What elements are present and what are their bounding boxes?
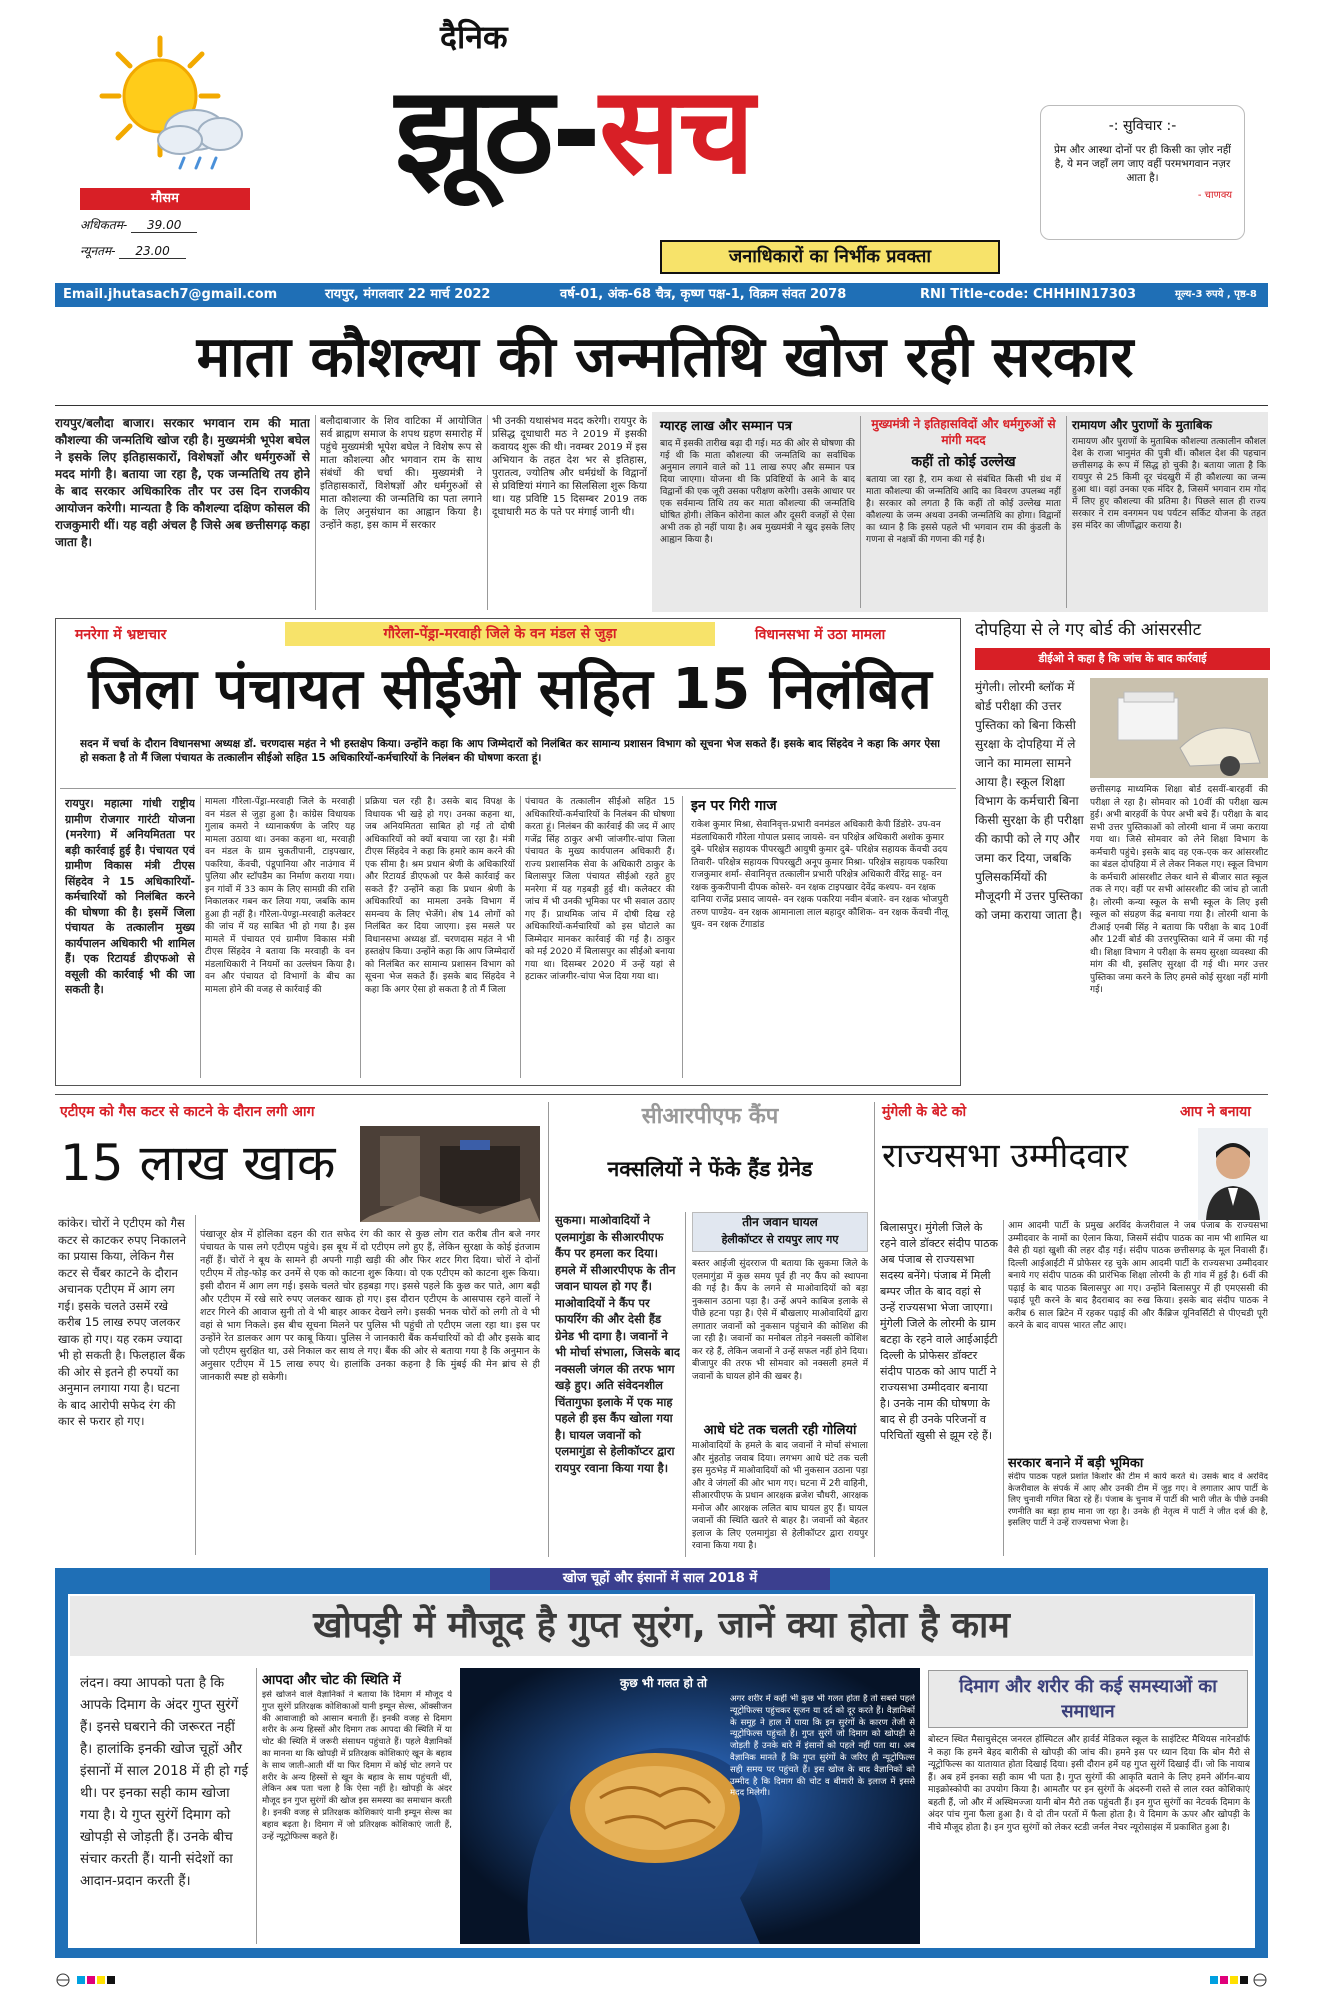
crpf-kicker: सीआरपीएफ कैंप <box>641 1104 779 1129</box>
crpf-sub-head3: आधे घंटे तक चलती रही गोलियां <box>703 1423 857 1438</box>
crpf-col-3: माओवादियों के हमले के बाद जवानों ने मोर्चा संभाला और मुंहतोड़ जवाब दिया। लगभग आधे घंटे तक चली इस मुठभेड़ में माओवादियों को भी नुकसान उठाना पड़ा और वे जंगलों की ओर भाग गए। घटना में 2री वाहिनी, सीआरपीएफ के प्रधान आरक्षक ब्रजेश चौधरी, आरक्षक मनोज और आरक्षक ललित बाघ घायल हुए हैं। घायल जवानों की स्थिति खतरे से बाहर है। जवानों को बेहतर इलाज के लिए एलमागुंडा से हेलीकॉप्टर द्वारा रायपुर रवाना किया गया है। <box>692 1441 868 1551</box>
lead-col-1: रायपुर/बलौदा बाजार। सरकार भगवान राम की माता कौशल्या की जन्मतिथि खोज रही है। मुख्यमंत्री भूपेश बघेल ने इसके लिए इतिहासकारों, विशेषज्ञों और धर्मगुरुओं से मदद मांगी है। बताया जा रहा है, एक जन्मतिथि तय होने के बाद सरकार अधिकारिक तौर पर उस दिन राजकीय आयोजन करेगी। मान्यता है कि कौशल्या दक्षिण कोसल की राजकुमारी थीं। यह वही अंचल है जिसे अब छत्तीसगढ़ कहा जाता है। <box>55 416 310 549</box>
kicker-mgnrega: मनरेगा में भ्रष्टाचार <box>75 627 167 643</box>
atm-photo <box>360 1126 540 1222</box>
lead-side3-head: रामायण और पुराणों के मुताबिक <box>1072 418 1212 432</box>
atm-headline: 15 लाख खाक <box>60 1134 336 1192</box>
rni-code: RNI Title-code: CHHHIN17303 <box>920 287 1137 302</box>
lead-side1-head: ग्यारह लाख और सम्मान पत्र <box>660 419 792 434</box>
crpf-sub-head1: तीन जवान घायल <box>742 1215 818 1229</box>
atm-kicker: एटीएम को गैस कटर से काटने के दौरान लगी आग <box>60 1104 315 1120</box>
temp-max-label: अधिकतम- <box>80 218 128 232</box>
temp-min <box>80 242 250 259</box>
brain-img-head: कुछ भी गलत हो तो <box>620 1676 708 1690</box>
lead-side2-head: मुख्यमंत्री ने इतिहासविदों और धर्मगुरुओं से मांगी मदद <box>871 417 1056 447</box>
rs-headline: राज्यसभा उम्मीदवार <box>882 1136 1128 1176</box>
feature-mid-text: इसे खोजने वाले वैज्ञानिकों ने बताया कि दिमाग में मौजूद ये गुप्त सुरंगें प्रतिरक्षक कोशिकाओं यानी इम्यून सेल्स, ऑक्सीजन की आवाजाही को आसान बनाती हैं। इनकी वजह से दिमाग शरीर के अन्य हिस्सों और दिमाग तक आपदा की स्थिति में या चोट की स्थिति में जरूरी संसाधन पहुंचाते हैं। पहले वैज्ञानिकों का मानना था कि खोपड़ी में प्रतिरक्षक कोशिकाएं खून के बहाव के साथ जाती-आती थीं या फिर दिमाग में कोई चोट लगने पर शरीर के अन्य हिस्सों से खून के बहाव के साथ पहुंचती थीं, लेकिन अब पता चला है कि ऐसा नहीं है। खोपड़ी के अंदर मौजूद इन गुप्त सुरंगों की खोज इस समस्या का समाधान करती है। इनकी वजह से प्रतिरक्षक कोशिकाएं यानी इम्यून सेल्स का बहाव बढ़ता है। दिमाग में जो प्रतिरक्षक कोशिकाएं जाती हैं, उन्हें न्यूट्रोफिल्स कहते हैं। <box>262 1690 452 1842</box>
scooter-photo <box>1090 678 1268 778</box>
affected-list: राकेश कुमार मिश्रा, सेवानिवृत्त-प्रभारी वनमंडल अधिकारी केपी डिंडोरे- उप-वन मंडलाधिकारी गौरेला गोपाल प्रसाद जायसे- वन परिक्षेत्र अधिकारी अशोक कुमार दुबे- परिक्षेत्र सहायक पीपरखुटी आयुषी कुमार दुबे- परिक्षेत्र सहायक केंवची उदय तिवारी- परिक्षेत्र सहायक पिपरखुटी अनूप कुमार मिश्रा- परिक्षेत्र सहायक पकरिया राजकुमार शर्मा- सेवानिवृत्त तत्कालीन प्रभारी परिक्षेत्र अधिकारी वीरेंद्र साहू- वन रक्षक कुकरीपानी दीपक कोसरे- वन रक्षक टाइपखार देवेंद्र कश्यप- वन रक्षक दानिया राजेंद्र प्रसाद जायसे- वन रक्षक पकरिया नवीन बंजारे- वन रक्षक भोजपुरी तरुण पाण्डेय- वन रक्षक आमानाला लाल बहादुर कौशिक- वन रक्षक केंवची नीलू धुव- वन रक्षक टेंगाडांड <box>691 820 949 930</box>
issue-details: वर्ष-01, अंक-68 चैत्र, कृष्ण पक्ष-1, विक्रम संवत 2078 <box>560 287 847 302</box>
registration-marks <box>55 1972 1268 1986</box>
second-col-4: पंचायत के तत्कालीन सीईओ सहित 15 अधिकारियों-कर्मचारियों के निलंबन की घोषणा करता हूं। निलंबन की कार्रवाई की जद में आए गजेंद्र सिंह ठाकुर अभी जांजगीर-चांपा जिला पंचायत के मुख्य कार्यपालन अधिकारी हैं। राज्य प्रशासनिक सेवा के अधिकारी ठाकुर के बिलासपुर जिला पंचायत सीईओ रहते हुए मनरेगा में यह गड़बड़ी हुई थी। कलेक्टर की जांच में भी उनकी भूमिका पर भी सवाल उठाए गए हैं। प्राथमिक जांच में दोषी दिख रहे अधिकारियों-कर्मचारियों को इस घोटाले का जिम्मेदार मानकर कार्रवाई की गई है। ठाकुर को मई 2020 में बिलासपुर का सीईओ बनाया गया था। दिसम्बर 2020 में उन्हें यहां से हटाकर जांजगीर-चांपा भेज दिया गया था। <box>525 797 675 982</box>
person-icon <box>1198 1128 1268 1220</box>
crpf-sub-head2: हेलीकॉप्टर से रायपुर लाए गए <box>721 1233 839 1246</box>
title-part2: सच <box>599 62 753 201</box>
lead-headline: माता कौशल्या की जन्मतिथि खोज रही सरकार <box>196 325 1134 390</box>
temp-min-value: 23.00 <box>119 244 185 259</box>
second-intro: सदन में चर्चा के दौरान विधानसभा अध्यक्ष डॉ. चरणदास महंत ने भी हस्तक्षेप किया। उन्होंने कहा कि आप जिम्मेदारों को निलंबित कर सामान्य प्रशासन विभाग को सूचना भेज सकते हैं। इसके बाद सिंहदेव ने कहा कि अगर ऐसा हो सकता है तो मैं जिला पंचायत के तत्कालीन सीईओ सहित 15 अधिकारियों-कर्मचारियों के निलंबन की घोषणा करता हूं। <box>80 738 940 764</box>
second-headline: जिला पंचायत सीईओ सहित 15 निलंबित <box>88 657 932 722</box>
feature-left: लंदन। क्या आपको पता है कि आपके दिमाग के अंदर गुप्त सुरंगें हैं। इनसे घबराने की जरूरत नहीं है। हालांकि इनकी खोज चूहों और इंसानों में साल 2018 में ही हो गई थी। पर इनका सही काम खोजा गया है। ये गुप्त सुरंगें दिमाग को खोपड़ी से जोड़ती हैं। उनके बीच संचार करती हैं। यानी संदेशों का आदान-प्रदान करती हैं। <box>80 1675 249 1889</box>
atm-col-2: पंखाजूर क्षेत्र में होलिका दहन की रात सफेद रंग की कार से कुछ लोग रात करीब तीन बजे नगर पंचायत के पास लगे एटीएम पहुंचे। इस बूथ में दो एटीएम लगे हुए हैं, लेकिन सुरक्षा के कोई इंतजाम नहीं हैं। चोरों ने बूथ के सामने ही अपनी गाड़ी खड़ी की और फिर शटर गिरा दिया। चोरों ने दोनों एटीएम में तोड़-फोड़ कर उनमें से एक को काटना शुरू किया। वो एक एटीएम को काटना शुरू किया। इसी दौरान में आग लग गई। इसके चलते चोर हड़बड़ा गए। इससे पहले कि कुछ कर पाते, आग बढ़ी और एटीएम में रखे सारे रुपए जलकर खाक हो गए। इस दौरान एटीएम के आसपास रहने वालों ने शटर गिरने की आवाज सुनी तो वे भी बाहर आकर देखने लगे। इसकी भनक चोरों को लगी तो वे भी वहां से भाग निकले। इस बीच सूचना मिलने पर पुलिस भी पहुंची तो एटीएम जला रहा था। इस पर उन्होंने रेत डालकर आग पर काबू किया। पुलिस ने जानकारी बैंक कर्मचारियों को दी और इसके बाद जो एटीएम सुरक्षित था, उसे निकाल कर साथ ले गए। बैंक की ओर से बताया गया है कि अनुमान के अनुसार एटीएम में 15 लाख रुपए थे। हालांकि उनका कहना है कि मुंबई की मेन ब्रांच से ही जानकारी स्पष्ट हो सकेगी। <box>200 1229 540 1383</box>
scooter-icon <box>1090 678 1268 778</box>
sun-cloud-icon <box>80 30 250 180</box>
crpf-sub-box <box>692 1212 868 1252</box>
lead-col-2: बलौदाबाजार के शिव वाटिका में आयोजित सर्व ब्राह्मण समाज के शपथ ग्रहण समारोह में पहुंचे मुख्यमंत्री भूपेश बघेल ने विशेष रूप से माता कौशल्या और भगवान राम के साथ संबंधों की चर्चा की। मुख्यमंत्री ने इतिहासकारों, विशेषज्ञों और धर्मगुरुओं से माता कौशल्या की जन्मतिथि का पता लगाने के लिए अनुसंधान का आह्वान किया है। उन्होंने कहा, इस काम में सरकार <box>320 416 482 531</box>
rs-col-1: बिलासपुर। मुंगेली जिले के रहने वाले डॉक्टर संदीप पाठक अब पंजाब से राज्यसभा सदस्य बनेंगे। पंजाब में मिली बम्पर जीत के बाद वहां से उन्हें राज्यसभा भेजा जाएगा। मुंगेली जिले के लोरमी के ग्राम बटहा के रहने वाले आईआईटी दिल्ली के प्रोफेसर डॉक्टर संदीप पाठक को आप पार्टी ने राज्यसभा उम्मीदवार बनाया है। उनके नाम की घोषणा के बाद से ही उनके परिजनों व परिचितों खुसी से झूम रहे हैं। <box>880 1221 998 1442</box>
feature-right-head: दिमाग और शरीर की कई समस्याओं का समाधान <box>959 1676 1217 1722</box>
rs-kicker-left: मुंगेली के बेटे को <box>882 1104 967 1120</box>
atm-col-1: कांकेर। चोरों ने एटीएम को गैस कटर से काटकर रुपए निकालने का प्रयास किया, लेकिन गैस कटर से चैंबर काटने के दौरान अचानक एटीएम में आग लग गई। इसके चलते उसमें रखे करीब 15 लाख रुपए जलकर खाक हो गए। यह रकम ज्यादा भी हो सकती है। फिलहाल बैंक की ओर से इतने ही रुपयों का अनुमान लगाया गया है। घटना के बाद आरोपी सफेद रंग की कार से फरार हो गए। <box>58 1216 186 1428</box>
weather-widget <box>80 30 255 270</box>
crpf-headline: नक्सलियों ने फेंके हैंड ग्रेनेड <box>607 1157 813 1181</box>
bike-headline: दोपहिया से ले गए बोर्ड की आंसरसीट <box>975 620 1202 640</box>
price: मूल्य-3 रुपये , पृष्ठ-8 <box>1175 289 1257 300</box>
lead-side2-sub: कहीं तो कोई उल्लेख <box>911 454 1016 470</box>
quote-text: प्रेम और आस्था दोनों पर ही किसी का ज़ोर नहीं है, ये मन जहाँ लग जाए वहीं परमभगवान नज़र आता है। <box>1053 144 1232 184</box>
brain-img-text: अगर शरीर में कहीं भी कुछ भी गलत होता है तो सबसे पहले न्यूट्रोफिल्स पहुंचकर सूजन या दर्द को दूर करते हैं। वैज्ञानिकों के समूह ने हाल में पाया कि इन सुरंगों के कारण तेजी से न्यूट्रोफिल्स पहुंचते हैं। गुप्त सुरंगें जो दिमाग को खोपड़ी से जोड़ती हैं उनके बारे में इंसानों को पहले नहीं पता था। अब वैज्ञानिक मानते हैं कि गुप्त सुरंगों के जरिए ही न्यूट्रोफिल्स सही समय पर पहुंचते हैं। इस खोज के बाद वैज्ञानिकों को उम्मीद है कि दिमाग की चोट व बीमारी के इलाज में इससे मदद मिलेगी। <box>730 1694 915 1799</box>
rs-kicker-right: आप ने बनाया <box>1180 1104 1251 1120</box>
rs-col-2: आम आदमी पार्टी के प्रमुख अरविंद केजरीवाल ने जब पंजाब के राज्यसभा उम्मीदवार के नामों का ऐलान किया, जिसमें संदीप पाठक का नाम भी शामिल था वैसे ही यहां खुशी की लहर दौड़ गई। संदीप पाठक छत्तीसगढ़ के मूल निवासी हैं। दिल्ली आईआईटी में प्रोफेसर रह चुके आम आदमी पार्टी के राज्यसभा उम्मीदवार बनाये गए संदीप पाठक की प्रारंभिक शिक्षा लोरमी के ही गांव में हुई है। 6वीं की पढ़ाई के बाद पाठक बिलासपुर आ गए। उन्होंने बिलासपुर में ही एमएससी की पढ़ाई पूरी करने के बाद हैदराबाद का रुख किया। इसके बाद संदीप पाठक ने करीब 6 साल ब्रिटेन में रहकर पढ़ाई की और कैंब्रिज यूनिवर्सिटी से पीएचडी पूरी करने के बाद वापस भारत लौट आए। <box>1008 1221 1268 1331</box>
lead-col-3: भी उनकी यथासंभव मदद करेगी। रायपुर के प्रसिद्ध दूधाधारी मठ ने 2019 में इसकी कवायद शुरू की थी। नवम्बर 2019 में इस अभियान के तहत देश भर से इतिहास, पुरातत्व, ज्योतिष और धर्मग्रंथों के विद्वानों से प्रविष्टियां मंगाने का सिलसिला शुरू किया था। यह प्रविष्टि 15 दिसम्बर 2019 तक दूधाधारी मठ के पते पर मंगाई जानी थी। <box>492 416 647 518</box>
quote-box <box>1040 105 1245 240</box>
temp-max <box>80 216 250 233</box>
lead-side3-text: रामायण और पुराणों के मुताबिक कौशल्या तत्कालीन कौशल देश के राजा भानुमंत की पुत्री थीं। कौशल देश की पहचान छत्तीसगढ़ के रूप में सिद्ध हो चुकी है। बताया जाता है कि रायपुर से 25 किमी दूर चंदखुरी में ही कौशल्या का जन्म हुआ था। वहां उनका एक मंदिर है, जिसमें भगवान राम गोद में लिए हुए कौशल्या की प्रतिमा है। पिछले साल ही राज्य सरकार ने राम वनगमन पथ पर्यटन सर्किट योजना के तहत इस मंदिर का जीर्णोद्धार कराया है। <box>1072 437 1266 531</box>
masthead-title <box>395 62 753 202</box>
feature-right-text: बोस्टन स्थित मैसाचुसेट्स जनरल हॉस्पिटल और हार्वर्ड मेडिकल स्कूल के साइंटिस्ट मैथियस नारेनडॉर्फ ने कहा कि हमने बेहद बारीकी से खोपड़ी की जांच की। हमने इस पर ध्यान दिया कि बोन मैरो से न्यूट्रोफिल्स का यातायात होता दिखाई दिया। इसी दौरान हमें यह गुप्त सुरंगें दिखाई दीं। जो कि नायाब हैं। अब हमें इनका सही काम भी पता है। गुप्त सुरंगों की आकृति बताने के लिए हमने ऑर्गन-बाय माइक्रोस्कोपी का उपयोग किया है। आमतौर पर इन सुरंगों के अंदरुनी रास्ते से लाल रक्त कोशिकाएं बहती हैं, जो और में अस्थिमज्जा यानी बोन मैरो तक पहुंचती हैं। इन गुप्त सुरंगों का नेटवर्क दिमाग के अंदर पांच गुना फैला हुआ है। ये दो तीन परतों में फैला होता है। ये दिमाग के ऊपर और खोपड़ी के नीचे मौजूद होता है। इन गुप्त सुरंगों को लेकर स्टडी जर्नल नेचर न्यूरोसाइंस में प्रकाशित हुआ है। <box>928 1735 1250 1833</box>
affected-box <box>682 796 954 1078</box>
feature-banner: खोज चूहों और इंसानों में साल 2018 में <box>490 1568 830 1590</box>
rs-col-3: संदीप पाठक पहले प्रशांत किशोर की टीम में कार्य करते थे। उसके बाद वे अरविंद केजरीवाल के संपर्क में आए और उनकी टीम में जुड़ गए। वे लगातार आप पार्टी के लिए चुनावी गणित बिठा रहे हैं। पंजाब के चुनाव में पार्टी की भारी जीत के पीछे उनकी रणनीति का बड़ा हाथ माना जा रहा है। उनके ही नेतृत्व में पार्टी ने जीत दर्ज की है, इसलिए पार्टी ने उन्हें राज्यसभा भेजा है। <box>1008 1472 1268 1528</box>
affected-head: इन पर गिरी गाज <box>691 798 777 814</box>
feature-headline: खोपड़ी में मौजूद है गुप्त सुरंग, जानें क्या होता है काम <box>70 1596 1253 1656</box>
second-col-3: प्रक्रिया चल रही है। उसके बाद विपक्ष के विधायक भी खड़े हो गए। उनका कहना था, जब अनियमितता साबित हो गई तो दोषी अधिकारियों को क्यों बचाया जा रहा है। मंत्री टीएस सिंहदेव ने कहा कि हमारे काम करने की एक सीमा है। श्रम प्रधान श्रेणी के अधिकारियों और रिटायर्ड डीएफओ पर कैसे कार्रवाई कर सकते हैं? उन्होंने कहा कि प्रधान श्रेणी के अधिकारियों का मामला उनके विभाग में समन्वय के लिए भेजेंगे। शेष 14 लोगों को निलंबित कर दिया जाएगा। इस मसले पर विधानसभा अध्यक्ष डॉ. चरणदास महंत ने भी हस्तक्षेप किया। उन्होंने कहा कि आप जिम्मेदारों को निलंबित कर सामान्य प्रशासन विभाग को सूचना भेज सकते हैं। इसके बाद सिंहदेव ने कहा कि अगर ऐसा हो सकता है तो मैं जिला <box>365 797 515 995</box>
info-bar <box>55 283 1268 307</box>
bike-right: छत्तीसगढ़ माध्यमिक शिक्षा बोर्ड दसवीं-बारहवीं की परीक्षा ले रहा है। सोमवार को 10वीं की परीक्षा खत्म हुई। अभी बारहवीं के पेपर अभी बचे हैं। परीक्षा के बाद सभी उत्तर पुस्तिकाओं को लोरमी थाना में जमा कराया गया था। जिसे सोमवार को लेने शिक्षा विभाग के कर्मचारी पहुंचे। इसके बाद वह एक-एक कर आंसरशीट का बंडल दोपहिया में ले लेकर निकल गए। स्कूल विभाग के कर्मचारी आंसरशीट लेकर थाने से बीजार सात स्कूल तक ले गए। वहीं पर सभी आंसरशीट की जांच हो जाती है। लोरमी कन्या स्कूल के सभी स्कूल के लिए इसी स्कूल को संग्रहण केंद्र बनाया गया है। लोरमी थाना के टीआई एनबी सिंह ने बताया कि परीक्षा के बाद 10वीं और 12वीं बोर्ड की उत्तरपुस्तिका थाने में जमा की गई थी। शिक्षा विभाग ने परीक्षा के समय सुरक्षा व्यवस्था की मांग की थी, इसलिए सुरक्षा दी गई थी। मगर उत्तर पुस्तिका जमा करने के लिए हमसे कोई सुरक्षा नहीं मांगी गई। <box>1090 785 1268 995</box>
kicker-assembly: विधानसभा में उठा मामला <box>755 627 886 643</box>
quote-author: - चाणक्य <box>1197 190 1232 201</box>
second-col-2: मामला गौरेला-पेंड्रा-मरवाही जिले के मरवाही वन मंडल से जुड़ा हुआ है। कांग्रेस विधायक गुलाब कमरो ने ध्यानाकर्षण के जरिए यह मामला उठाया था। उनका कहना था, मरवाही वन मंडल के ग्राम चुकतीपानी, टाइपखार, पकरिया, केंवची, पंडूपानिया और नाउंगाव में पुलिया और स्टॉपडैम का निर्माण कराया गया। इन गांवों में 33 काम के लिए सामग्री की राशि निकालकर गबन कर लिया गया, जबकि काम हुआ ही नहीं है। गौरेला-पेण्ड्रा-मरवाही कलेक्टर की जांच में यह साबित भी हो गया है। इस मामले में पंचायत एवं ग्रामीण विकास मंत्री टीएस सिंहदेव ने बताया कि मरवाही के वन मंडलाधिकारी ने नियमों का उल्लंघन किया है। वन और पंचायत दो विभागों के बीच का मामला होने की वजह से कार्रवाई की <box>205 797 355 995</box>
title-separator: - <box>551 62 600 201</box>
brain-image <box>460 1668 920 1944</box>
rs-sub-head: सरकार बनाने में बड़ी भूमिका <box>1008 1456 1144 1471</box>
lead-side1-text: बाद में इसकी तारीख बढ़ा दी गई। मठ की ओर से घोषणा की गई थी कि माता कौशल्या की जन्मतिथि का सर्वाधिक अनुमान लगाने वाले को 11 लाख रुपए और सम्मान पत्र दिया जाएगा। योजना थी कि प्रविष्टियों के आने के बाद विद्वानों की एक जूरी उसका परीक्षण करेगी। उसके आधार पर एक सर्वमान्य तिथि तय कर माता कौशल्या की जन्मतिथि घोषित होगी। लेकिन कोरोना काल और दूसरी वजहों से ऐसा अभी तक हो नहीं पाया है। अब मुख्यमंत्री ने खुद इसके लिए आह्वान किया है। <box>660 439 855 545</box>
weather-label: मौसम <box>80 188 250 210</box>
temp-max-value: 39.00 <box>131 218 197 233</box>
temp-min-label: न्यूनतम- <box>80 244 116 258</box>
burnt-atm-icon <box>360 1126 540 1222</box>
issue-date: रायपुर, मंगलवार 22 मार्च 2022 <box>325 287 491 302</box>
title-part1: झूठ <box>395 62 552 201</box>
kicker-forest: गौरेला-पेंड्रा-मरवाही जिले के वन मंडल से जुड़ा <box>285 622 715 646</box>
quote-title: -: सुविचार :- <box>1108 118 1177 134</box>
color-bar-icon <box>55 1973 1268 1987</box>
candidate-photo <box>1198 1128 1268 1220</box>
lead-side2-text: बताया जा रहा है, राम कथा से संबंधित किसी भी ग्रंथ में माता कौशल्या की जन्मतिथि आदि का विवरण उपलब्ध नहीं है। सरकार को लगता है कि कहीं तो कोई उल्लेख माता कौशल्या के जन्म अथवा उनकी जन्मतिथि का होगा। विद्वानों का ध्यान है कि इससे पहले भी भगवान राम की कुंडली के गणना से नक्षत्रों की गणना की गई है। <box>866 475 1061 545</box>
bike-left: मुंगेली। लोरमी ब्लॉक में बोर्ड परीक्षा की उत्तर पुस्तिका को बिना किसी सुरक्षा के दोपहिया में ले जाने का मामला सामने आया है। स्कूल शिक्षा विभाग के कर्मचारी बिना किसी सुरक्षा के ही परीक्षा की कापी को ले गए और जमा कर दिया, जबकि पुलिसकर्मियों की मौजूदगी में उत्तर पुस्तिका को जमा कराया जाता है। <box>975 680 1084 922</box>
crpf-col-2: बस्तर आईजी सुंदरराज पी बताया कि सुकमा जिले के एलमागुंडा में कुछ समय पूर्व ही नए कैंप को स्थापना की गई है। कैंप के लगने से माओवादियों को बड़ा नुकसान उठाना पड़ा है। उन्हें अपने काबिज इलाके से पीछे हटना पड़ा है। ऐसे में बौखलाए माओवादियों द्वारा लगातार जवानों को नुकसान पहुंचाने की कोशिश की जा रही है। जवानों का मनोबल तोड़ने नक्सली कोशिश कर रहे हैं, लेकिन जवानों ने उन्हें सफल नहीं होने दिया। बीजापुर की तरफ भी सोमवार को नक्सली हमले में जवानों के घायल होने की खबर है। <box>692 1259 868 1382</box>
bike-kicker: डीईओ ने कहा है कि जांच के बाद कार्रवाई <box>975 648 1270 670</box>
dainik-label: दैनिक <box>440 18 508 56</box>
email-link[interactable]: Email.jhutasach7@gmail.com <box>63 287 278 302</box>
second-col-1: रायपुर। महात्मा गांधी राष्ट्रीय ग्रामीण रोजगार गारंटी योजना (मनरेगा) में अनियमितता पर बड़ी कार्रवाई हुई है। पंचायत एवं ग्रामीण विकास मंत्री टीएस सिंहदेव ने 15 अधिकारियों-कर्मचारियों को निलंबित करने की घोषणा की है। इसमें जिला पंचायत के तत्कालीन मुख्य कार्यपालन अधिकारी भी शामिल हैं। एक रिटायर्ड डीएफओ से वसूली की कार्रवाई भी की जा सकती है। <box>65 797 195 996</box>
crpf-main-col: सुकमा। माओवादियों ने एलमागुंडा के सीआरपीएफ कैंप पर हमला कर दिया। हमले में सीआरपीएफ के तीन जवान घायल हो गए हैं। माओवादियों ने कैंप पर फायरिंग की और देसी हैंड ग्रेनेड भी दागा है। जवानों ने भी मोर्चा संभाला, जिसके बाद नक्सली जंगल की तरफ भाग खड़े हुए। अति संवेदनशील चिंतागुफा इलाके में एक माह पहले ही इस कैंप खोला गया है। घायल जवानों को एलमागुंडा से हेलीकॉप्टर द्वारा रायपुर रवाना किया गया है। <box>555 1213 680 1475</box>
tagline: जनाधिकारों का निर्भीक प्रवक्ता <box>660 240 1000 274</box>
feature-mid-head: आपदा और चोट की स्थिति में <box>262 1673 401 1688</box>
